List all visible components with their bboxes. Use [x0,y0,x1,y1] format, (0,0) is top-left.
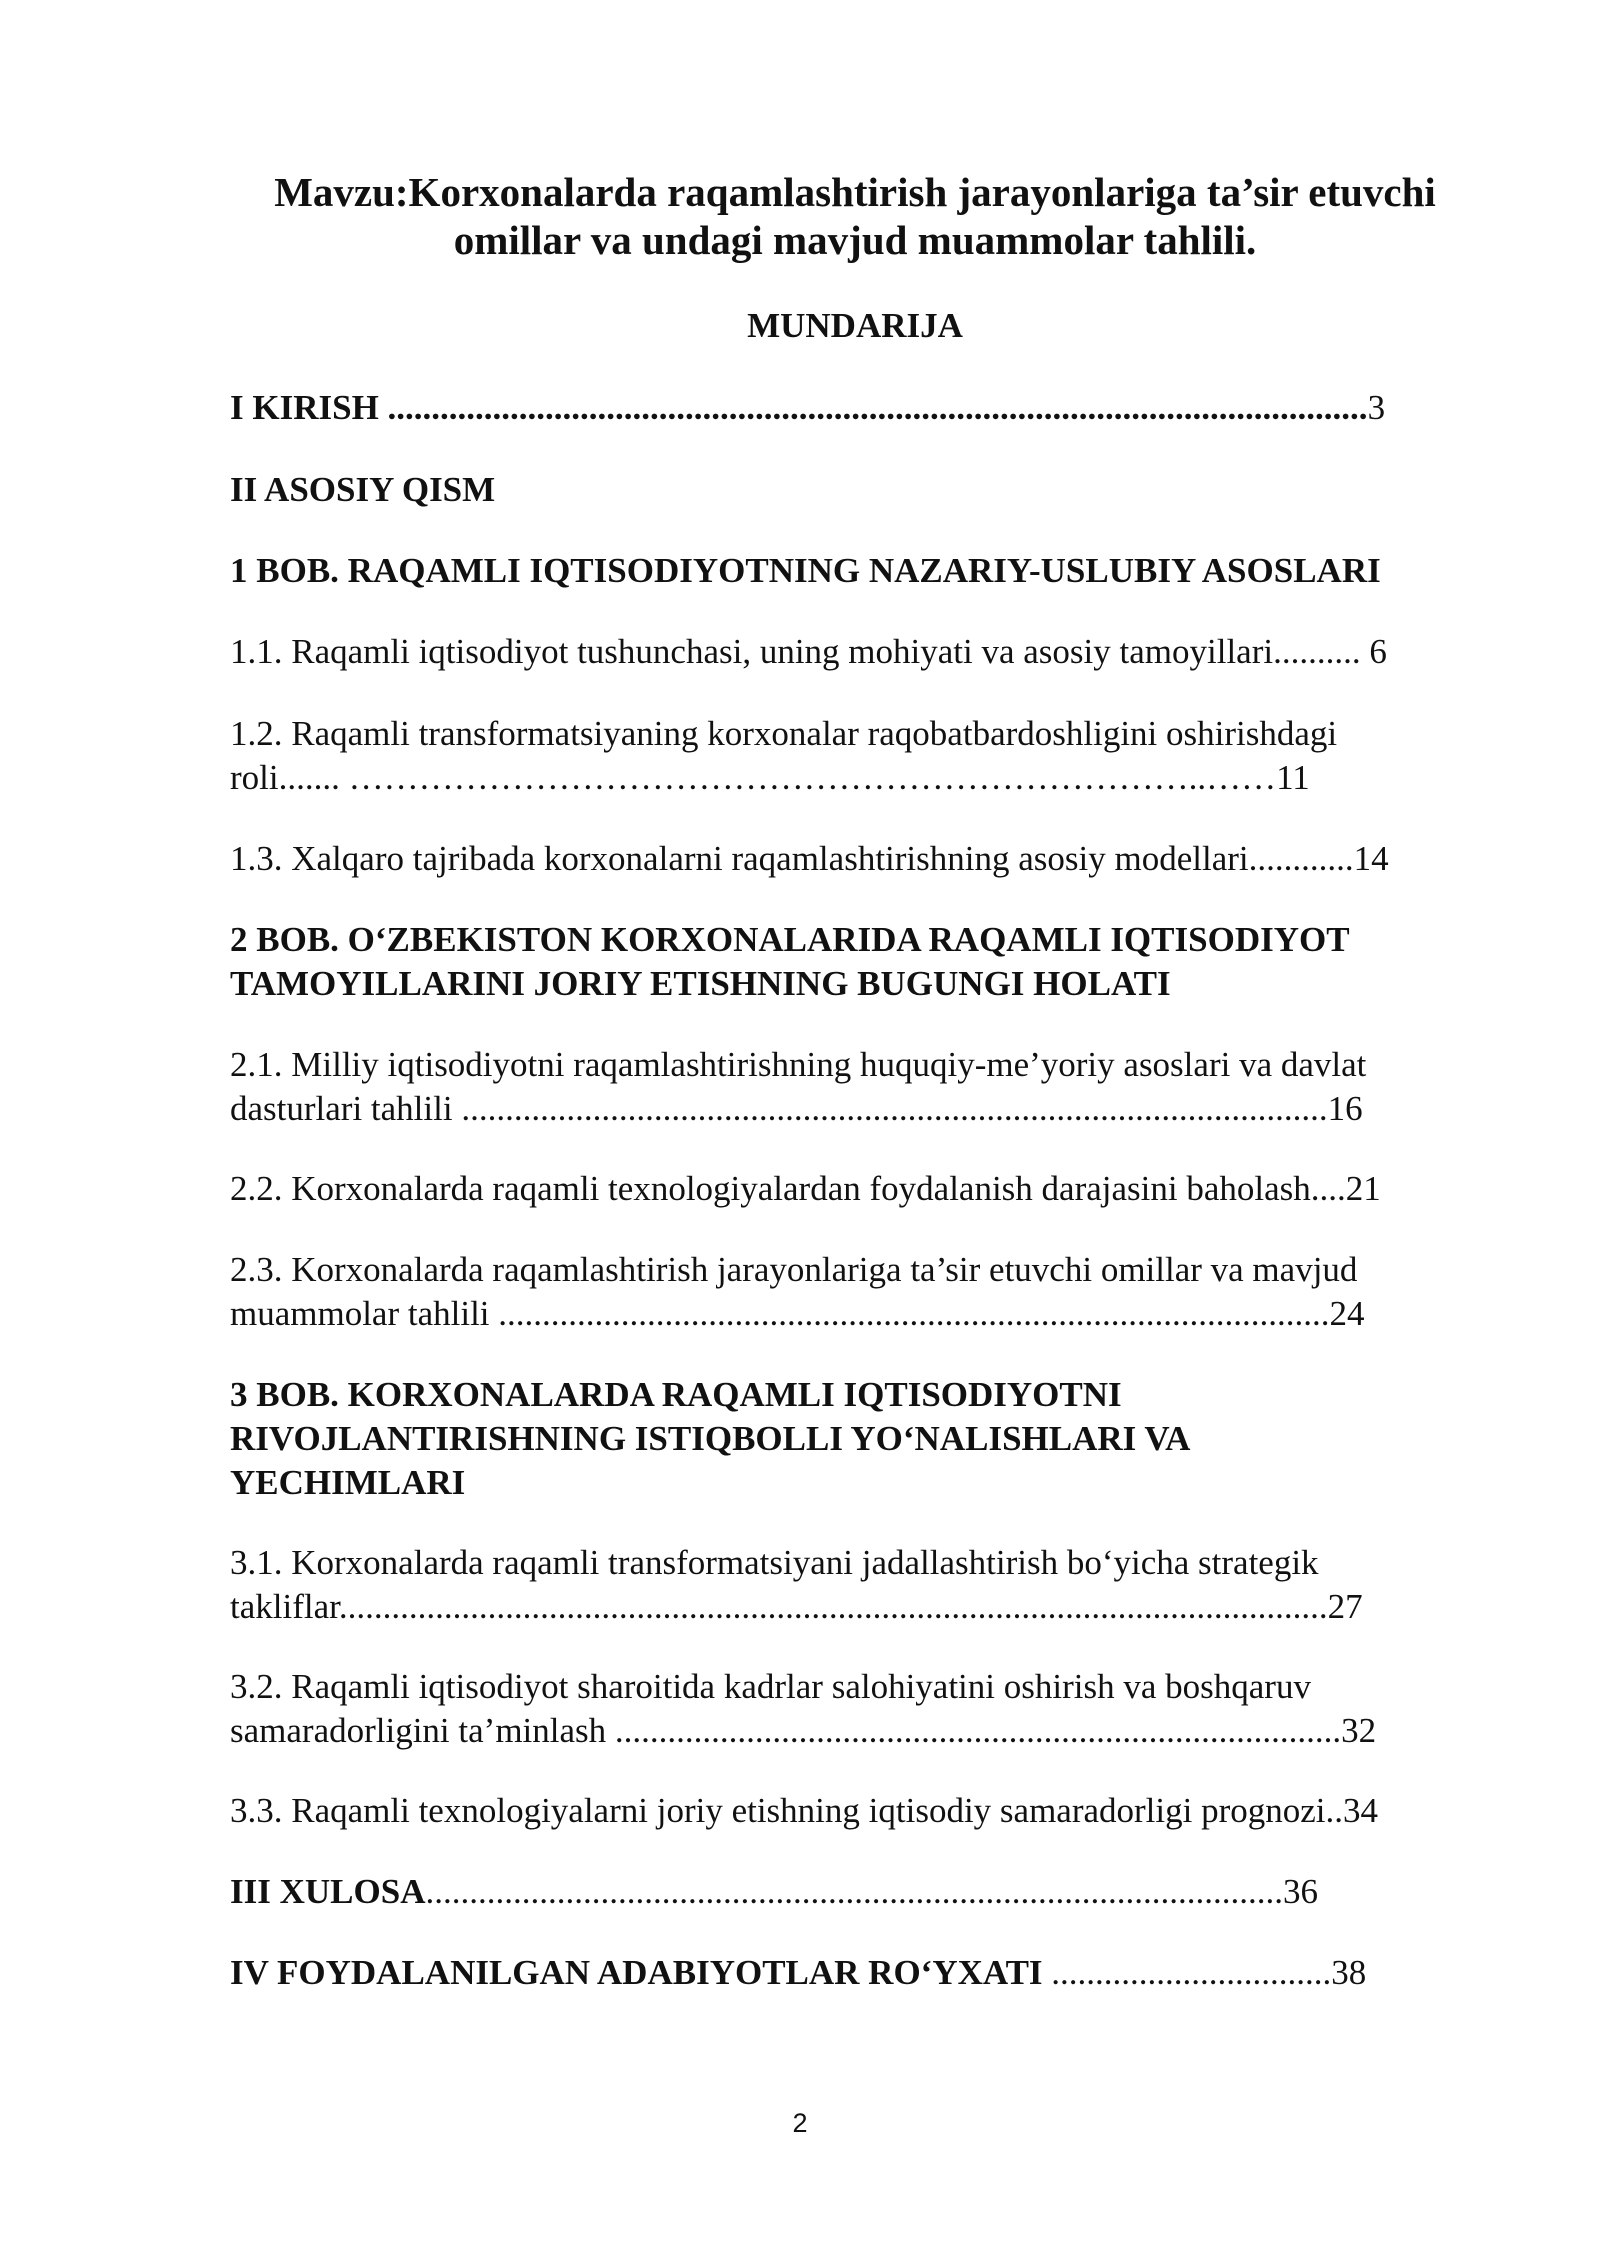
toc-heading: MUNDARIJA [747,306,963,345]
toc-entry-kirish-label: I KIRISH ................................................................................................................ [230,388,1368,427]
toc-chapter-3 [230,1373,1485,1505]
toc-entry-3-2-line-1: 3.2. Raqamli iqtisodiyot sharoitida kadrlar salohiyatini oshirish va boshqaruv [230,1667,1311,1706]
page-number: 2 [792,2108,808,2138]
toc-chapter-2 [230,918,1485,1006]
toc-entry-1-2-line-2: roli....... ………………………………………………………………..……11 [230,758,1310,797]
toc-entry-2-2: 2.2. Korxonalarda raqamli texnologiyalardan foydalanish darajasini baholash....21 [230,1169,1381,1208]
toc-entry-2-1-line-2: dasturlari tahlili ...................................................................................................16 [230,1089,1363,1128]
toc-entry-1-2-line-1: 1.2. Raqamli transformatsiyaning korxonalar raqobatbardoshligini oshirishdagi [230,714,1338,753]
toc-entry-1-3: 1.3. Xalqaro tajribada korxonalarni raqamlashtirishning asosiy modellari............14 [230,839,1389,878]
toc-chapter-2-line-1: 2 BOB. O‘ZBEKISTON KORXONALARIDA RAQAMLI IQTISODIYOT [230,920,1350,959]
toc-entry-adabiyotlar-label: IV FOYDALANILGAN ADABIYOTLAR RO‘YXATI [230,1953,1043,1992]
toc-chapter-1: 1 BOB. RAQAMLI IQTISODIYOTNING NAZARIY-USLUBIY ASOSLARI [230,551,1381,590]
toc-entry-2-3-line-1: 2.3. Korxonalarda raqamlashtirish jarayonlariga ta’sir etuvchi omillar va mavjud [230,1250,1358,1289]
toc-entry-kirish-page: 3 [1367,388,1386,427]
toc-entry-adabiyotlar-dots: ................................38 [1042,1953,1367,1992]
toc-entry-adabiyotlar [230,1951,1485,1995]
toc-entry-2-1-line-1: 2.1. Milliy iqtisodiyotni raqamlashtirishning huquqiy-me’yoriy asoslari va davlat [230,1045,1367,1084]
toc-entry-1-2 [230,712,1485,800]
toc-chapter-3-line-3: YECHIMLARI [230,1463,466,1502]
toc-section-asosiy-qism: II ASOSIY QISM [230,470,496,509]
toc-entry-xulosa-label: III XULOSA [230,1872,426,1911]
toc-entry-3-1-line-1: 3.1. Korxonalarda raqamli transformatsiyani jadallashtirish bo‘yicha strategik [230,1543,1319,1582]
toc-chapter-3-line-2: RIVOJLANTIRISHNING ISTIQBOLLI YO‘NALISHLARI VA [230,1419,1191,1458]
title-line-2: omillar va undagi mavjud muammolar tahlili. [453,217,1257,263]
toc-entry-1-1: 1.1. Raqamli iqtisodiyot tushunchasi, uning mohiyati va asosiy tamoyillari.......... 6 [230,632,1387,671]
toc-entry-3-2 [230,1665,1485,1753]
toc-entry-kirish [230,386,1485,430]
toc-entry-xulosa-dots: ..................................................................................................36 [425,1872,1318,1911]
document-title [230,168,1480,264]
toc-entry-2-1 [230,1043,1485,1131]
toc-entry-3-1-line-2: takliflar.................................................................................................................27 [230,1587,1363,1626]
toc-entry-xulosa [230,1870,1485,1914]
toc-entry-2-3-line-2: muammolar tahlili ...............................................................................................24 [230,1294,1365,1333]
title-line-1: Mavzu:Korxonalarda raqamlashtirish jarayonlariga ta’sir etuvchi [274,169,1436,215]
toc-entry-3-1 [230,1541,1485,1629]
toc-entry-3-3: 3.3. Raqamli texnologiyalarni joriy etishning iqtisodiy samaradorligi prognozi..34 [230,1791,1379,1830]
toc-chapter-3-line-1: 3 BOB. KORXONALARDA RAQAMLI IQTISODIYOTNI [230,1375,1122,1414]
toc-entry-3-2-line-2: samaradorligini ta’minlash ...................................................................................32 [230,1711,1377,1750]
toc-chapter-2-line-2: TAMOYILLARINI JORIY ETISHNING BUGUNGI HOLATI [230,964,1171,1003]
toc-entry-2-3 [230,1248,1485,1336]
